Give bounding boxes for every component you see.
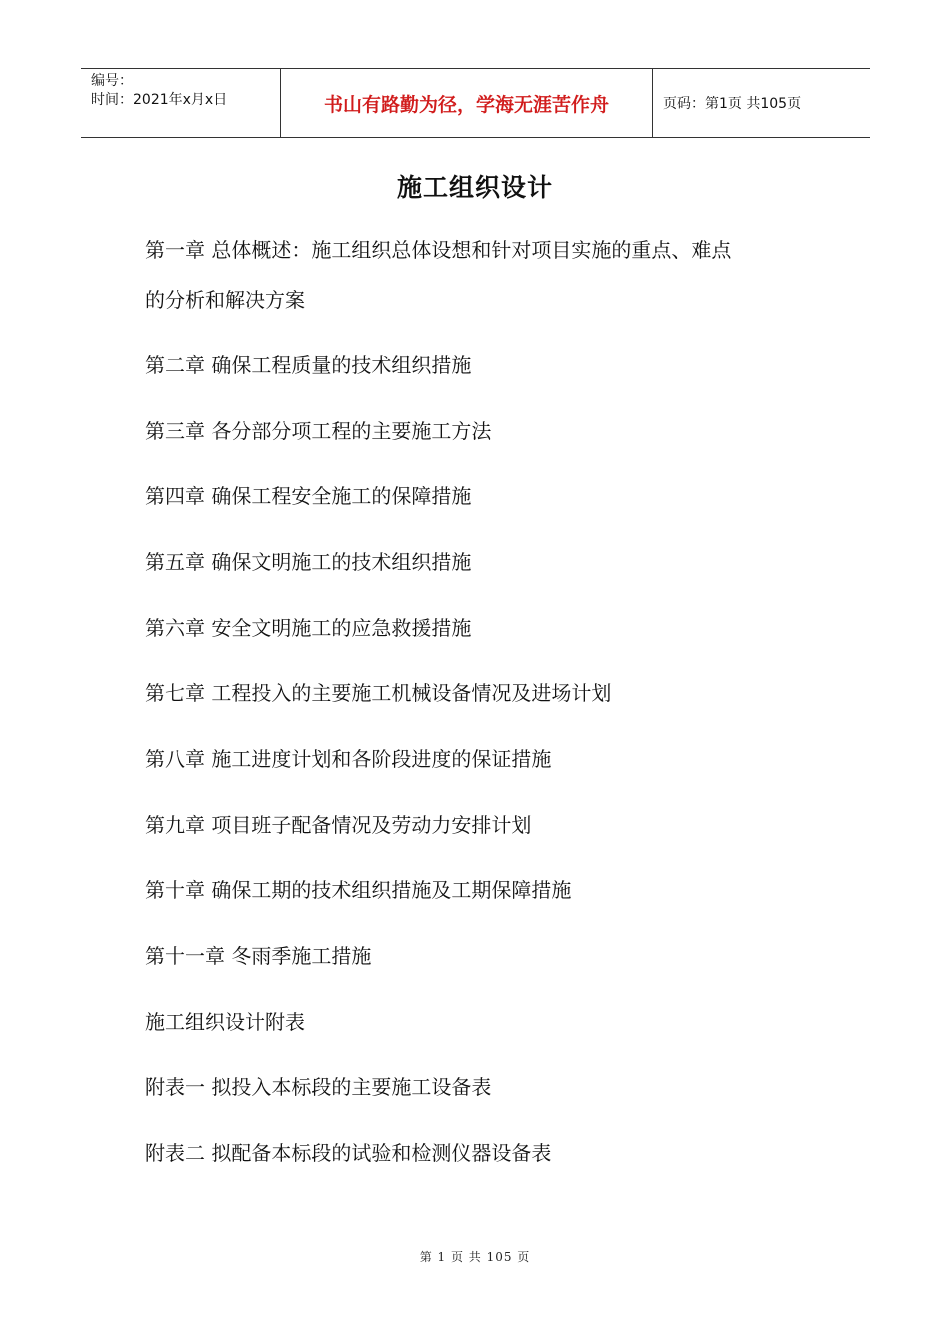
toc-item: 附表二 拟配备本标段的试验和检测仪器设备表 [145, 1141, 552, 1165]
header-motto: 书山有路勤为径，学海无涯苦作舟 [281, 69, 653, 137]
toc-item: 第五章 确保文明施工的技术组织措施 [145, 550, 472, 574]
header-page-info: 页码：第1页 共105页 [663, 96, 802, 112]
date-label: 时间：2021年x月x日 [91, 92, 228, 108]
toc-item: 第八章 施工进度计划和各阶段进度的保证措施 [145, 747, 552, 771]
document-title: 施工组织设计 [396, 173, 553, 202]
toc-item: 施工组织设计附表 [145, 1010, 305, 1034]
toc-item: 第十章 确保工期的技术组织措施及工期保障措施 [145, 878, 572, 902]
page-header [81, 68, 870, 138]
toc-item: 第十一章 冬雨季施工措施 [145, 944, 372, 968]
code-label: 编号： [91, 73, 133, 89]
page-footer: 第 1 页 共 105 页 [419, 1250, 531, 1264]
toc-item: 第七章 工程投入的主要施工机械设备情况及进场计划 [145, 681, 612, 705]
toc-item: 第一章 总体概述：施工组织总体设想和针对项目实施的重点、难点 [145, 238, 732, 262]
header-meta [81, 69, 281, 137]
toc-item: 第四章 确保工程安全施工的保障措施 [145, 484, 472, 508]
toc-item: 附表一 拟投入本标段的主要施工设备表 [145, 1075, 492, 1099]
toc-item: 第六章 安全文明施工的应急救援措施 [145, 616, 472, 640]
toc-item: 的分析和解决方案 [145, 288, 305, 312]
toc-item: 第三章 各分部分项工程的主要施工方法 [145, 419, 492, 443]
toc-item: 第九章 项目班子配备情况及劳动力安排计划 [145, 813, 532, 837]
toc-item: 第二章 确保工程质量的技术组织措施 [145, 353, 472, 377]
